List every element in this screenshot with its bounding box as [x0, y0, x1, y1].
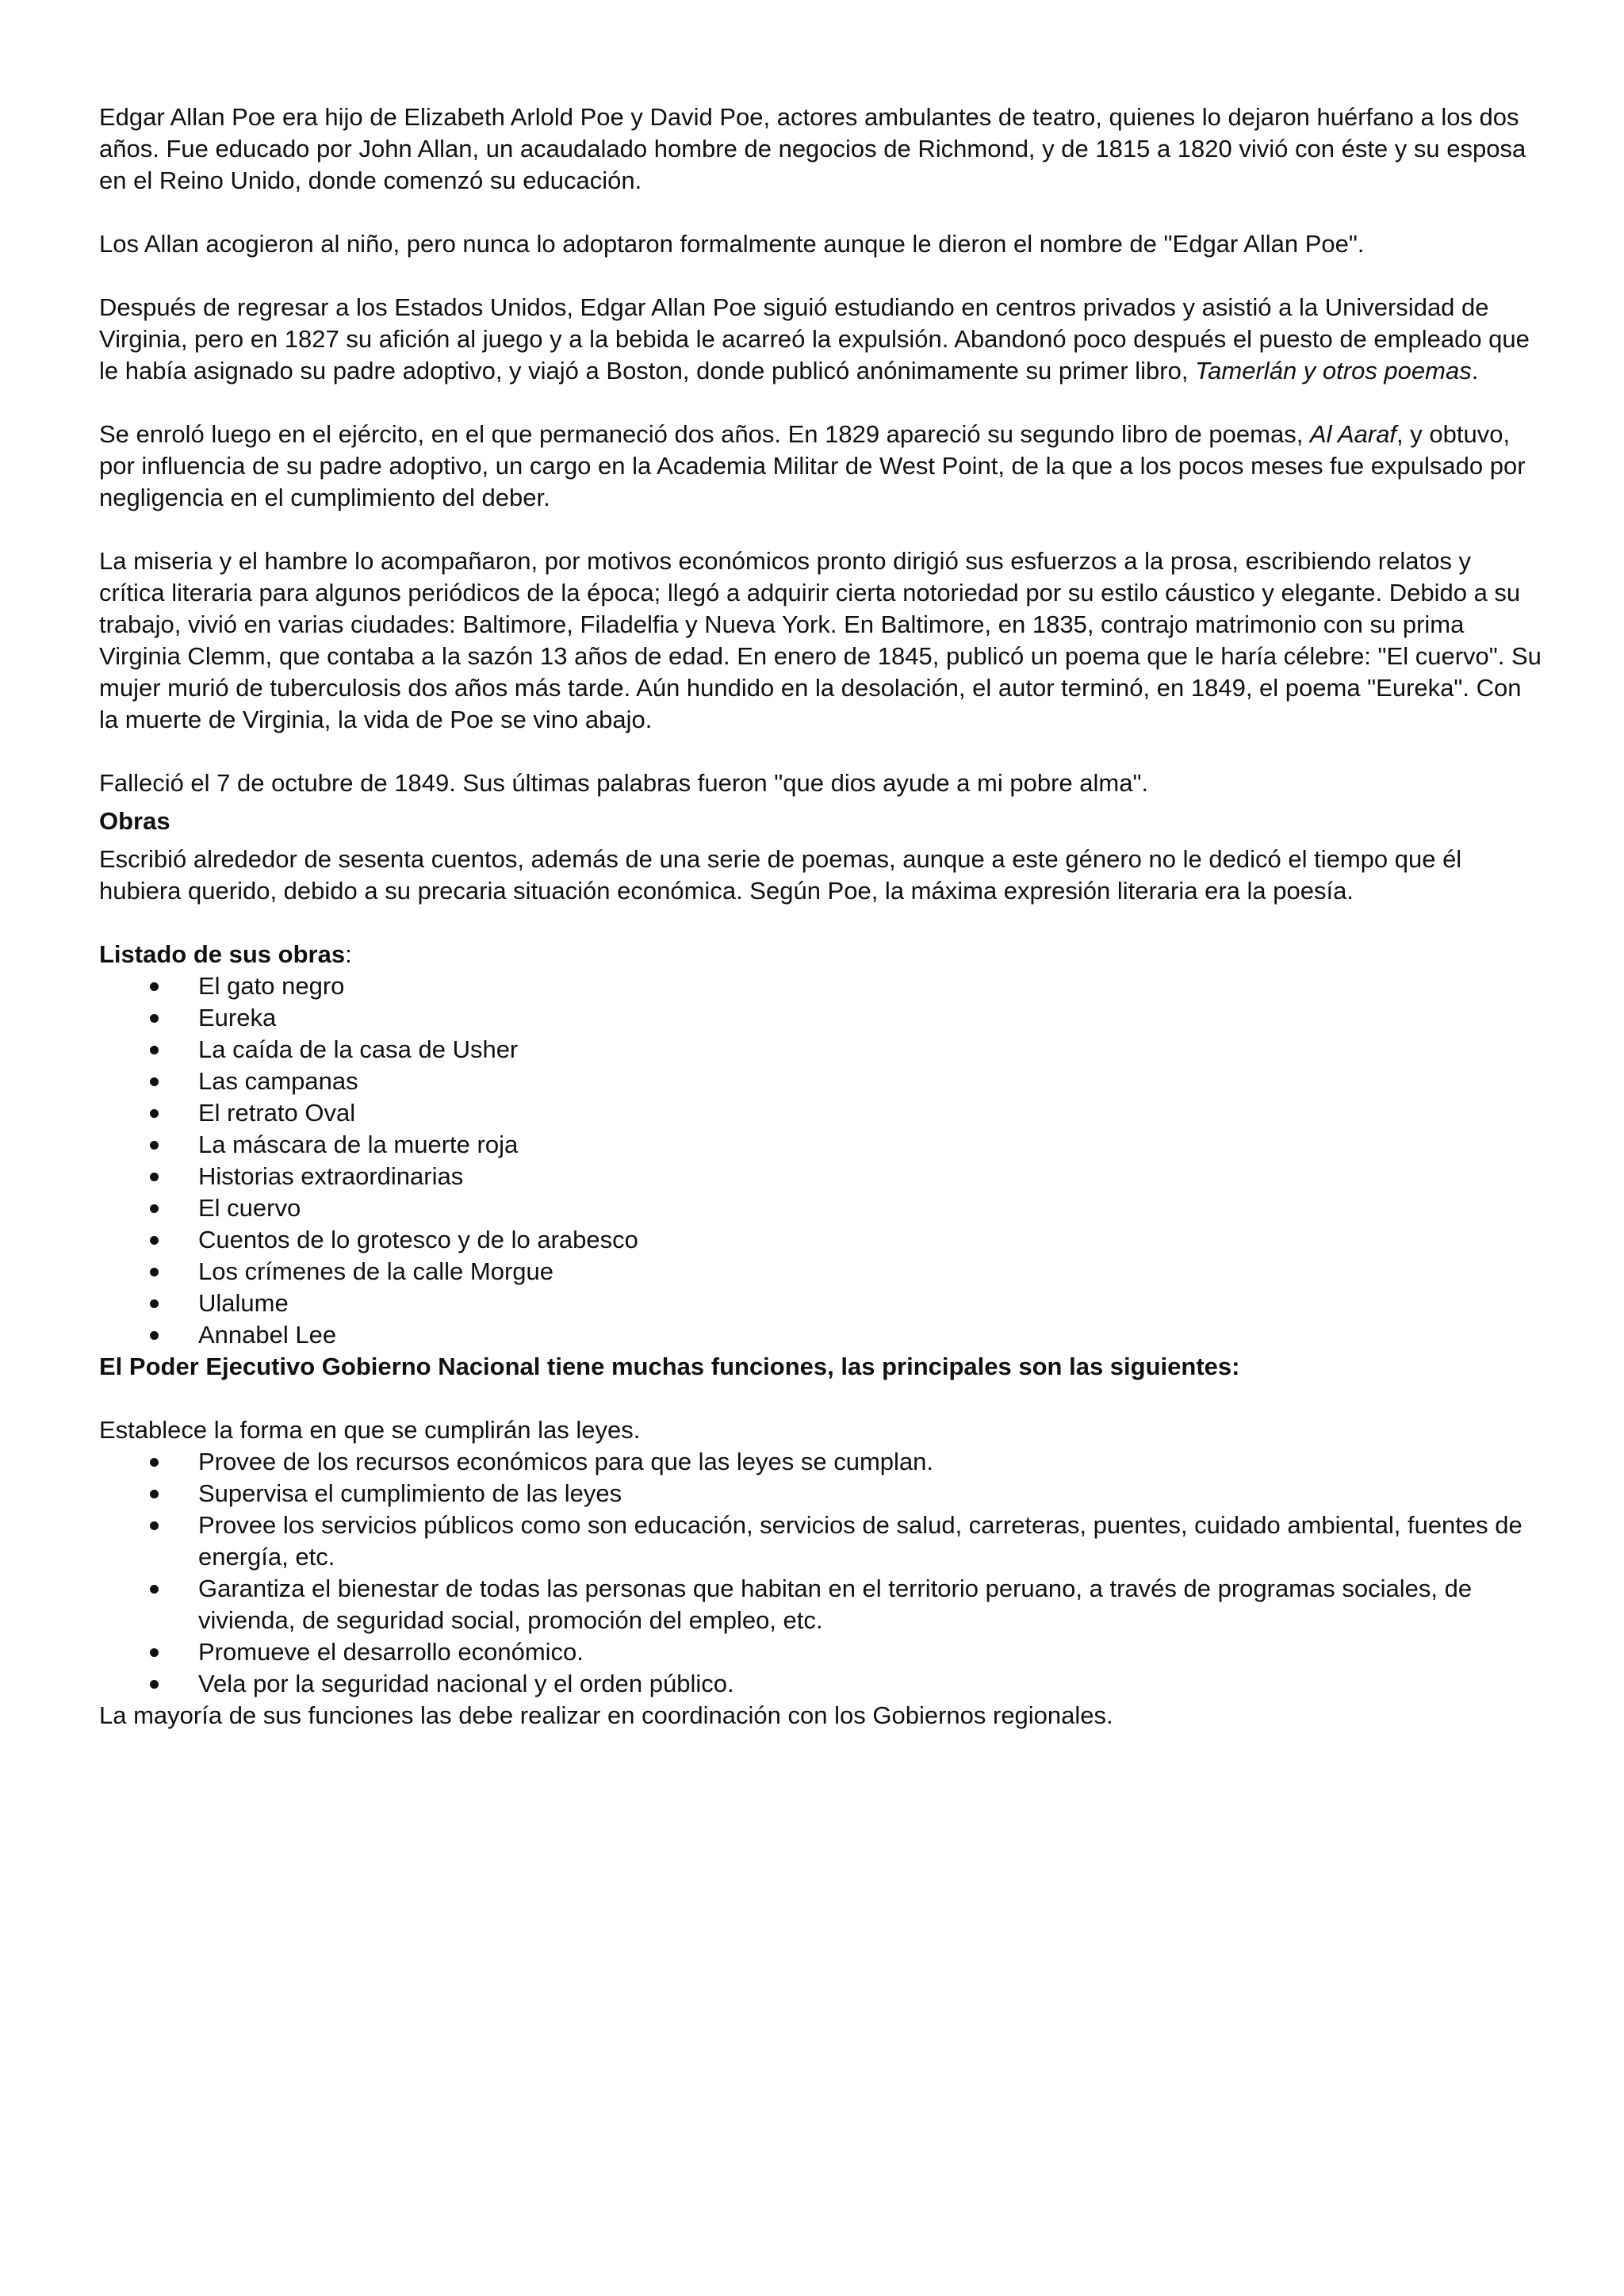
obras-list	[99, 970, 1542, 1351]
list-item: Historias extraordinarias	[99, 1161, 1542, 1192]
ejecutivo-heading: El Poder Ejecutivo Gobierno Nacional tiene muchas funciones, las principales son las siguientes:	[99, 1353, 1240, 1380]
bullet-icon	[150, 1585, 159, 1594]
bio-paragraph-5: La miseria y el hambre lo acompañaron, por motivos económicos pronto dirigió sus esfuerzos a la prosa, escribiendo relatos y crítica literaria para algunos periódicos de la época; llegó a adquirir cierta notoriedad por su estilo cáustico y elegante. Debido a su trabajo, vivió en varias ciudades: Baltimore, Filadelfia y Nueva York. En Baltimore, en 1835, contrajo matrimonio con su prima Virginia Clemm, que contaba a la sazón 13 años de edad. En enero de 1845, publicó un poema que le haría célebre: "El cuervo". Su mujer murió de tuberculosis dos años más tarde. Aún hundido en la desolación, el autor terminó, en 1849, el poema "Eureka". Con la muerte de Virginia, la vida de Poe se vino abajo.	[99, 547, 1542, 733]
bullet-icon	[150, 1046, 159, 1054]
bullet-icon	[150, 1014, 159, 1023]
list-item: El retrato Oval	[99, 1097, 1542, 1129]
bullet-icon	[150, 1268, 159, 1276]
list-item: Provee los servicios públicos como son educación, servicios de salud, carreteras, puentes, cuidado ambiental, fuentes de energía, etc.	[99, 1510, 1542, 1573]
ejecutivo-closing: La mayoría de sus funciones las debe realizar en coordinación con los Gobiernos regionales.	[99, 1701, 1113, 1729]
bio-paragraph-3	[99, 292, 1542, 387]
list-item: El cuervo	[99, 1192, 1542, 1224]
bio-paragraph-3-end: .	[1471, 357, 1479, 385]
bio-paragraph-3-text: Después de regresar a los Estados Unidos, Edgar Allan Poe siguió estudiando en centros privados y asistió a la Universidad de Virginia, pero en 1827 su afición al juego y a la bebida le acarreó la expulsión. Abandonó poco después el puesto de empleado que le había asignado su padre adoptivo, y viajó a Boston, donde publicó anónimamente su primer libro,	[99, 293, 1530, 385]
book-title-tamerlan: Tamerlán y otros poemas	[1195, 357, 1472, 385]
obras-paragraph: Escribió alrededor de sesenta cuentos, además de una serie de poemas, aunque a este género no le dedicó el tiempo que él hubiera querido, debido a su precaria situación económica. Según Poe, la máxima expresión literaria era la poesía.	[99, 845, 1462, 905]
obras-list-heading-text: Listado de sus obras	[99, 940, 346, 968]
obras-heading: Obras	[99, 807, 170, 835]
bio-paragraph-4-end: , y obtuvo, por influencia de su padre adoptivo, un cargo en la Academia Militar de West Point, de la que a los pocos meses fue expulsado por negligencia en el cumplimiento del deber.	[99, 420, 1526, 511]
book-title-al-aaraf: Al Aaraf	[1309, 420, 1397, 448]
bio-paragraph-4	[99, 419, 1542, 514]
bullet-icon	[150, 1458, 159, 1467]
list-item: Garantiza el bienestar de todas las personas que habitan en el territorio peruano, a través de programas sociales, de vivienda, de seguridad social, promoción del empleo, etc.	[99, 1573, 1542, 1636]
bullet-icon	[150, 1141, 159, 1150]
list-item: Ulalume	[99, 1288, 1542, 1319]
list-item: Vela por la seguridad nacional y el orden público.	[99, 1668, 1542, 1700]
ejecutivo-list	[99, 1446, 1542, 1700]
list-item: Promueve el desarrollo económico.	[99, 1636, 1542, 1668]
bio-paragraph-1: Edgar Allan Poe era hijo de Elizabeth Arlold Poe y David Poe, actores ambulantes de teatro, quienes lo dejaron huérfano a los dos años. Fue educado por John Allan, un acaudalado hombre de negocios de Richmond, y de 1815 a 1820 vivió con éste y su esposa en el Reino Unido, donde comenzó su educación.	[99, 103, 1526, 194]
bullet-icon	[150, 1109, 159, 1118]
list-item: El gato negro	[99, 970, 1542, 1002]
list-item: La máscara de la muerte roja	[99, 1129, 1542, 1161]
document-page	[99, 101, 1542, 1732]
bullet-icon	[150, 1236, 159, 1245]
obras-list-heading-colon: :	[345, 940, 352, 968]
bullet-icon	[150, 1331, 159, 1340]
bio-paragraph-6: Falleció el 7 de octubre de 1849. Sus últimas palabras fueron "que dios ayude a mi pobre alma".	[99, 769, 1149, 797]
bullet-icon	[150, 1204, 159, 1213]
bio-paragraph-2: Los Allan acogieron al niño, pero nunca lo adoptaron formalmente aunque le dieron el nombre de "Edgar Allan Poe".	[99, 230, 1365, 258]
bullet-icon	[150, 1490, 159, 1498]
list-item: Annabel Lee	[99, 1319, 1542, 1351]
bio-paragraph-4-text: Se enroló luego en el ejército, en el que permaneció dos años. En 1829 apareció su segundo libro de poemas,	[99, 420, 1310, 448]
list-item: La caída de la casa de Usher	[99, 1034, 1542, 1066]
bullet-icon	[150, 1521, 159, 1530]
list-item: Supervisa el cumplimiento de las leyes	[99, 1478, 1542, 1510]
bullet-icon	[150, 1173, 159, 1181]
list-item: Provee de los recursos económicos para que las leyes se cumplan.	[99, 1446, 1542, 1478]
list-item: Los crímenes de la calle Morgue	[99, 1256, 1542, 1288]
list-item: Eureka	[99, 1002, 1542, 1034]
list-item: Las campanas	[99, 1066, 1542, 1097]
bullet-icon	[150, 1077, 159, 1086]
bullet-icon	[150, 1648, 159, 1657]
bullet-icon	[150, 982, 159, 991]
ejecutivo-intro: Establece la forma en que se cumplirán las leyes.	[99, 1416, 641, 1444]
bullet-icon	[150, 1299, 159, 1308]
list-item: Cuentos de lo grotesco y de lo arabesco	[99, 1224, 1542, 1256]
bullet-icon	[150, 1680, 159, 1689]
obras-list-heading	[99, 939, 1542, 970]
